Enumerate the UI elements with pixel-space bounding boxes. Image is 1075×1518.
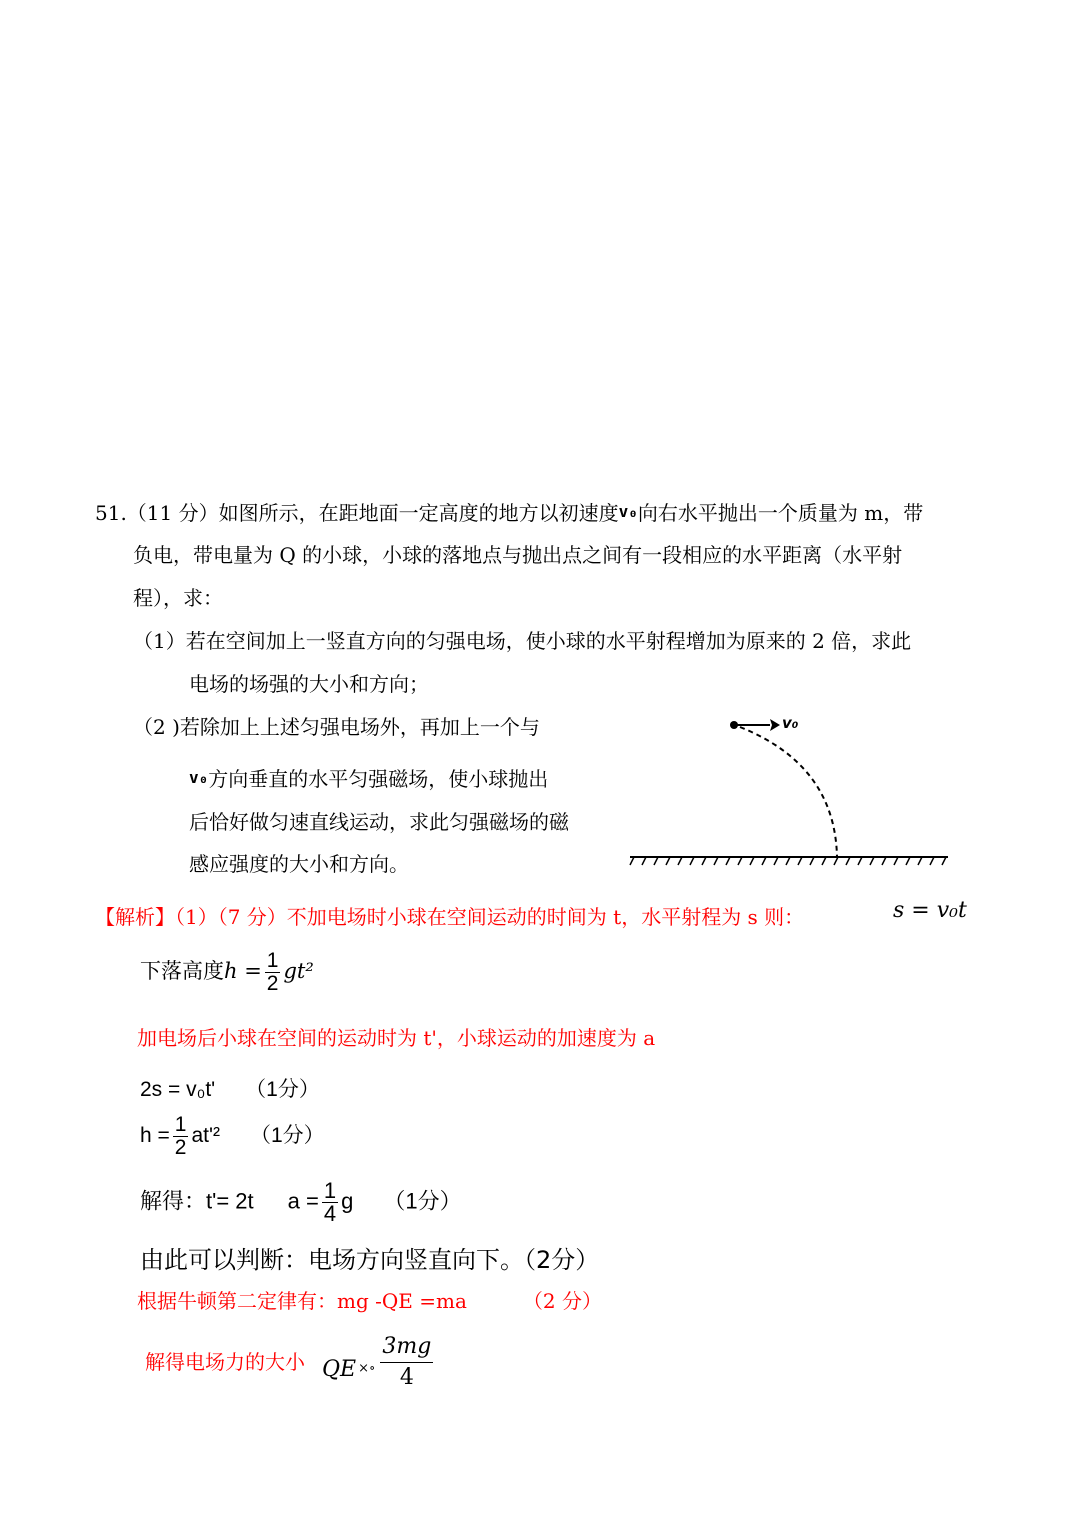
fall-lhs: h = xyxy=(224,959,262,984)
eq2-num: 1 xyxy=(174,1113,187,1136)
part1-line-1: （1）若在空间加上一竖直方向的匀强电场，使小球的水平射程增加为原来的 2 倍，求此 xyxy=(133,629,912,653)
fall-num: 1 xyxy=(266,949,279,972)
after-field-line: 加电场后小球在空间的运动时为 t'，小球运动的加速度为 a xyxy=(137,1026,656,1050)
solve-line xyxy=(140,1180,462,1225)
fall-height-eq xyxy=(140,950,314,995)
eq1-points: （1分） xyxy=(245,1078,320,1101)
fall-fraction xyxy=(265,950,281,995)
problem-number: 51.（11 分） xyxy=(95,501,219,525)
trajectory xyxy=(740,727,837,857)
force-fraction xyxy=(380,1332,433,1393)
ground-hatching xyxy=(630,857,946,865)
judge-line: 由此可以判断：电场方向竖直向下。（2分） xyxy=(140,1246,600,1274)
force-lhs: QE xyxy=(322,1357,357,1382)
solve-a-num: 1 xyxy=(323,1178,337,1203)
problem-line-2: 负电，带电量为 Q 的小球，小球的落地点与抛出点之间有一段相应的水平距离（水平射 xyxy=(133,543,903,567)
v0-figure-label: v₀ xyxy=(782,714,799,732)
projectile-figure xyxy=(620,705,960,875)
part2-line-3: 后恰好做匀速直线运动，求此匀强磁场的磁 xyxy=(189,810,569,834)
eq2-den: 2 xyxy=(174,1136,187,1159)
force-eq-sign: ×∘ xyxy=(358,1361,376,1376)
problem-text: 向右水平抛出一个质量为 m，带 xyxy=(637,501,924,525)
v0-symbol: v₀ xyxy=(189,768,209,787)
velocity-arrowhead xyxy=(770,719,780,731)
v0-symbol: v₀ xyxy=(618,502,638,521)
solution-header: 【解析】 xyxy=(95,905,175,929)
solution-intro-text: （1）（7 分）不加电场时小球在空间运动的时间为 t，水平射程为 s 则： xyxy=(175,905,805,929)
solve-a-den: 4 xyxy=(323,1201,337,1226)
solve-a-fraction xyxy=(322,1180,338,1225)
eq-1 xyxy=(140,1073,320,1103)
solution-intro xyxy=(95,903,804,931)
problem-text: 方向垂直的水平匀强磁场，使小球抛出 xyxy=(208,767,549,791)
problem-text: 如图所示，在距地面一定高度的地方以初速度 xyxy=(218,501,619,525)
force-line xyxy=(145,1348,305,1376)
solve-label: 解得： xyxy=(140,1188,207,1214)
solve-a-lhs: a = xyxy=(287,1188,319,1214)
newton-text: 根据牛顿第二定律有：mg -QE =ma xyxy=(137,1289,467,1313)
part1-line-2: 电场的场强的大小和方向； xyxy=(189,672,429,696)
solve-a-rhs: g xyxy=(341,1188,354,1214)
fall-rhs: gt² xyxy=(283,959,314,984)
eq2-lhs: h = xyxy=(140,1124,170,1148)
eq1-expr: 2s = v₀t' xyxy=(140,1078,216,1101)
fall-label: 下落高度 xyxy=(140,960,224,984)
problem-line-3: 程），求： xyxy=(133,586,223,610)
force-den: 4 xyxy=(399,1365,414,1390)
problem-line-1 xyxy=(95,498,923,527)
eq-2 xyxy=(140,1114,325,1159)
newton-line xyxy=(137,1287,602,1315)
eq2-rhs: at'² xyxy=(191,1124,220,1148)
part2-line-1: （2 )若除加上上述匀强电场外，再加上一个与 xyxy=(133,715,540,739)
solve-t: t'= 2t xyxy=(206,1188,254,1214)
eq-s: s = v₀t xyxy=(893,898,967,923)
part2-line-4: 感应强度的大小和方向。 xyxy=(189,852,409,876)
newton-points: （2 分） xyxy=(522,1289,602,1313)
eq2-fraction xyxy=(173,1114,189,1159)
force-num: 3mg xyxy=(380,1332,433,1363)
solve-points: （1分） xyxy=(383,1188,462,1214)
force-label: 解得电场力的大小 xyxy=(145,1350,305,1374)
part2-line-2 xyxy=(189,764,548,793)
eq2-points: （1分） xyxy=(250,1124,325,1148)
fall-den: 2 xyxy=(266,972,279,995)
force-eq xyxy=(322,1332,436,1393)
